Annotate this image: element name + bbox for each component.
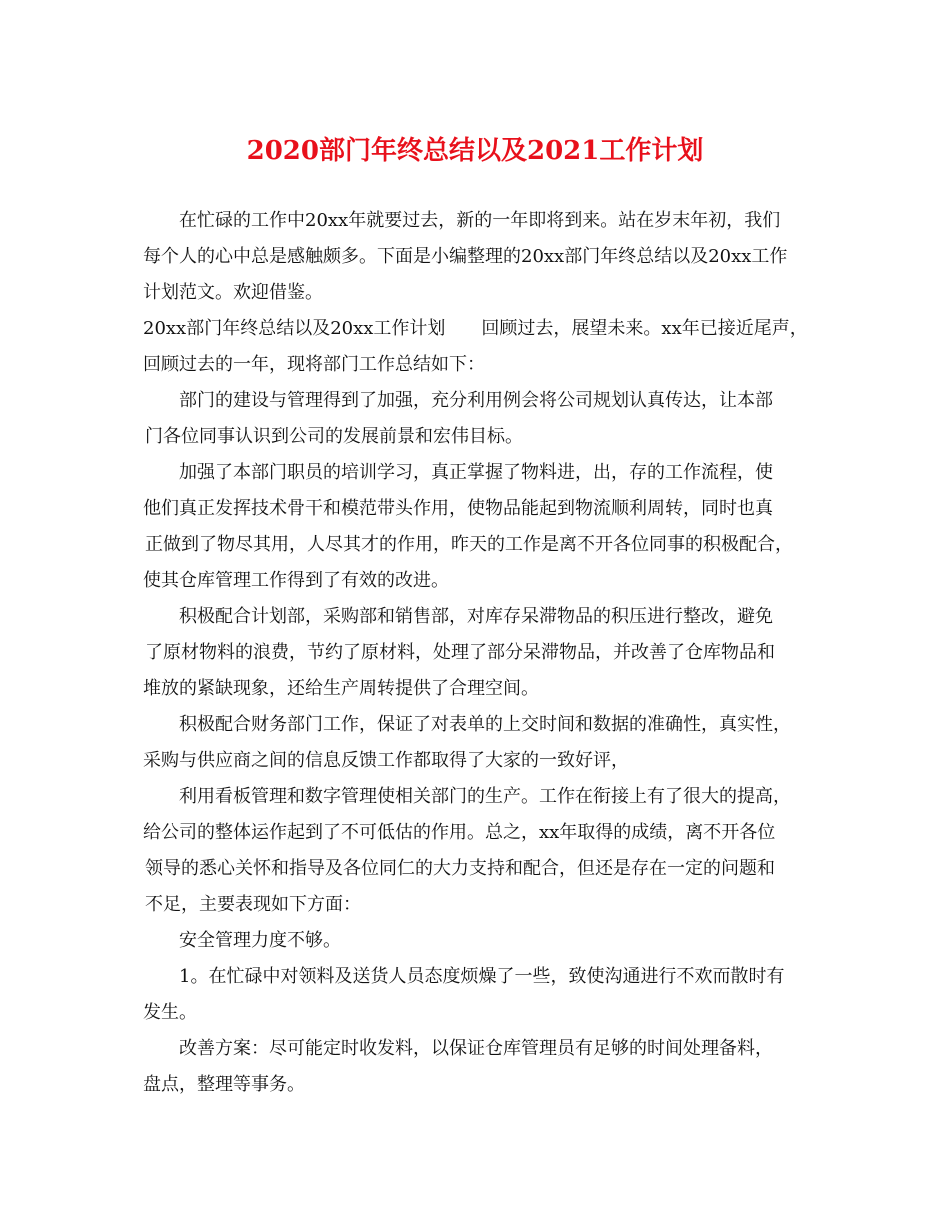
paragraph-line: 20xx部门年终总结以及20xx工作计划 回顾过去，展望未来。xx年已接近尾声， xyxy=(143,318,808,339)
paragraph-line: 正做到了物尽其用，人尽其才的作用，昨天的工作是离不开各位同事的积极配合， xyxy=(145,534,793,555)
paragraph-line: 堆放的紧缺现象，还给生产周转提供了合理空间。 xyxy=(143,678,539,699)
paragraph-line: 安全管理力度不够。 xyxy=(179,930,341,951)
paragraph-line: 积极配合计划部，采购部和销售部，对库存呆滞物品的积压进行整改，避免 xyxy=(179,606,773,627)
paragraph-line: 了原材物料的浪费，节约了原材料，处理了部分呆滞物品，并改善了仓库物品和 xyxy=(145,642,775,663)
paragraph-line: 给公司的整体运作起到了不可低估的作用。总之，xx年取得的成绩，离不开各位 xyxy=(143,822,776,843)
document-title: 2020部门年终总结以及2021工作计划 xyxy=(246,136,704,166)
paragraph-line: 盘点，整理等事务。 xyxy=(143,1074,305,1095)
paragraph-line: 每个人的心中总是感触颇多。下面是小编整理的20xx部门年终总结以及20xx工作 xyxy=(143,246,788,267)
paragraph-line: 部门的建设与管理得到了加强，充分利用例会将公司规划认真传达，让本部 xyxy=(179,390,773,411)
paragraph-line: 积极配合财务部门工作，保证了对表单的上交时间和数据的准确性，真实性， xyxy=(179,714,791,735)
paragraph-line: 门各位同事认识到公司的发展前景和宏伟目标。 xyxy=(145,426,523,447)
paragraph-line: 领导的悉心关怀和指导及各位同仁的大力支持和配合，但还是存在一定的问题和 xyxy=(145,858,775,879)
paragraph-line: 使其仓库管理工作得到了有效的改进。 xyxy=(143,570,449,591)
paragraph-line: 他们真正发挥技术骨干和模范带头作用，使物品能起到物流顺利周转，同时也真 xyxy=(143,498,773,519)
paragraph-line: 发生。 xyxy=(143,1002,197,1023)
paragraph-line: 计划范文。欢迎借鉴。 xyxy=(143,282,323,303)
paragraph-line: 1。在忙碌中对领料及送货人员态度烦燥了一些，致使沟通进行不欢而散时有 xyxy=(179,966,785,987)
paragraph-line: 不足，主要表现如下方面： xyxy=(145,894,361,915)
paragraph-line: 采购与供应商之间的信息反馈工作都取得了大家的一致好评， xyxy=(143,750,629,771)
paragraph-line: 利用看板管理和数字管理使相关部门的生产。工作在衔接上有了很大的提高， xyxy=(179,786,791,807)
paragraph-line: 改善方案：尽可能定时收发料，以保证仓库管理员有足够的时间处理备料， xyxy=(179,1038,773,1059)
paragraph-line: 回顾过去的一年，现将部门工作总结如下： xyxy=(143,354,485,375)
paragraph-line: 加强了本部门职员的培训学习，真正掌握了物料进，出，存的工作流程，使 xyxy=(179,462,773,483)
paragraph-line: 在忙碌的工作中20xx年就要过去，新的一年即将到来。站在岁末年初，我们 xyxy=(179,210,781,231)
